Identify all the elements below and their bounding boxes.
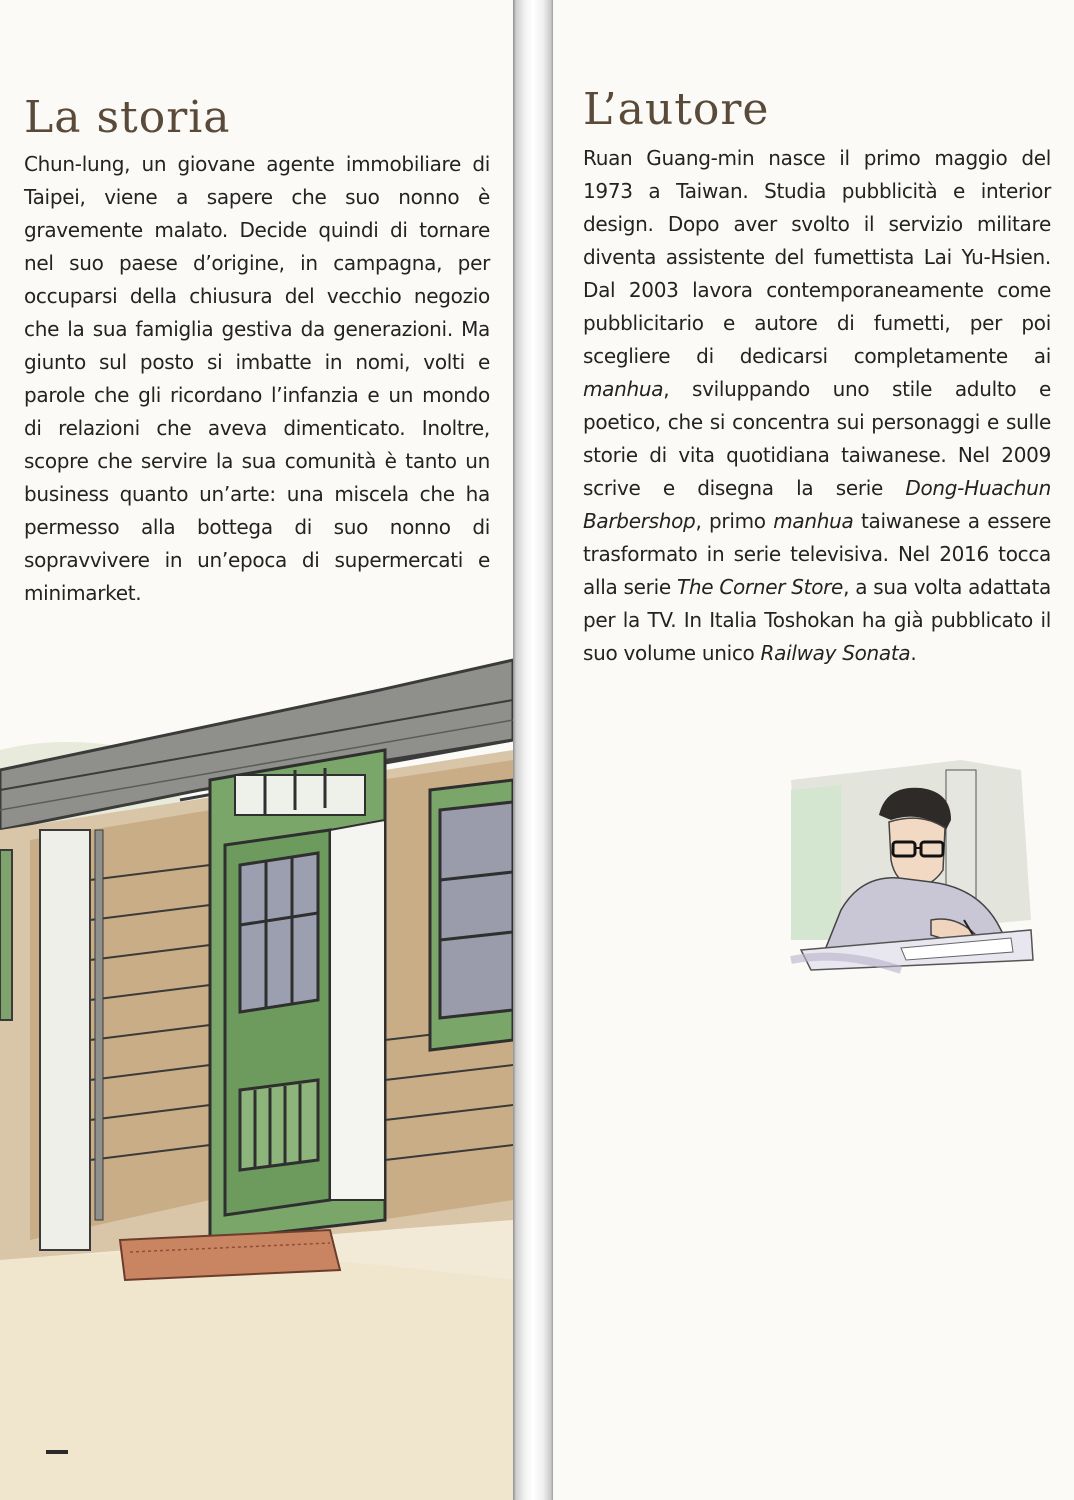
left-page — [0, 0, 513, 1500]
italic-title-segment: manhua — [583, 377, 664, 401]
text-segment: , a sua volta adattata per la TV. In Italia Toshokan ha già pubblicato il suo volume unico — [583, 575, 1051, 665]
italic-title-segment: Dong-Huachun Barbershop — [583, 476, 1051, 533]
author-drawing-illustration — [781, 760, 1037, 980]
text-segment: , sviluppando uno stile adulto e poetico, che si concentra sui personaggi e sulle storie di vita quotidiana taiwanese. Nel 2009 scrive e disegna la serie — [583, 377, 1051, 500]
text-segment: Ruan Guang-min nasce il primo maggio del 1973 a Taiwan. Studia pubblicità e interior design. Dopo aver svolto il servizio militare diventa assistente del fumettista Lai Yu-Hsien. Dal 2003 lavora contemporaneamente come pubblicitario e autore di fumetti, per poi scegliere di dedicarsi completamente ai — [583, 146, 1051, 368]
author-title: L’autore — [583, 84, 770, 135]
book-gutter — [513, 0, 553, 1500]
text-segment: , primo — [695, 509, 774, 533]
story-paragraph: Chun-lung, un giovane agente immobiliare di Taipei, viene a sapere che suo nonno è gravemente malato. Decide quindi di tornare nel suo paese d’origine, in campagna, per occuparsi della chiusura del vecchio negozio che la sua famiglia gestiva da generazioni. Ma giunto sul posto si imbatte in nomi, volti e parole che gli ricordano l’infanzia e un mondo di relazioni che aveva dimenticato. Inoltre, scopre che servire la sua comunità è tanto un business quanto un’arte: una miscela che ha permesso alla bottega di suo nonno di sopravvivere in un’epoca di supermercati e minimarket. — [24, 152, 490, 605]
italic-title-segment: manhua — [773, 509, 854, 533]
text-segment: taiwanese a essere trasformato in serie televisiva. Nel 2016 tocca alla serie — [583, 509, 1052, 599]
shop-front-illustration — [0, 640, 513, 1500]
author-paragraph — [583, 142, 1051, 670]
italic-title-segment: Railway Sonata — [760, 641, 911, 665]
text-segment: . — [910, 641, 917, 665]
story-title: La storia — [24, 92, 231, 143]
italic-title-segment: The Corner Store — [676, 575, 844, 599]
right-page — [553, 0, 1074, 1500]
